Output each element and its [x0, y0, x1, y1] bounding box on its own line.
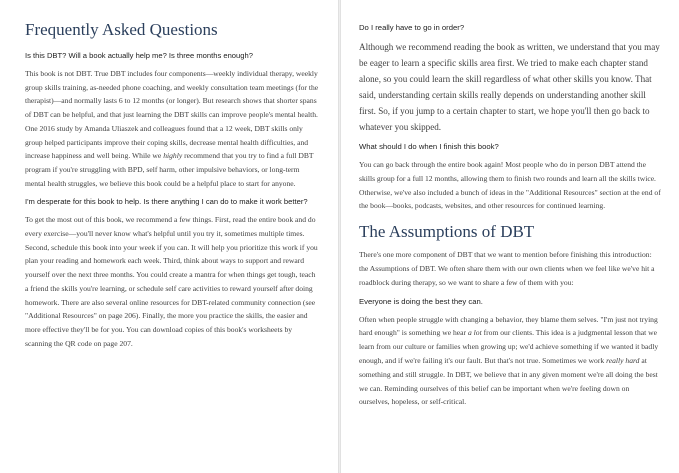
emphasis-text: a lot — [467, 328, 482, 338]
answer-make-it-work: To get the most out of this book, we recommend a few things. First, read the entire book and do every exercise—you'll never know what's helpful until you try it, sometimes multiple times. Second, schedule this book into your week if you can. It will help you prioritize this work if you plan your reading and homework each week. Third, think about ways to support and reward yourself over the next three months. You could create a mantra for when things get tough, teach a friend the skills you're learning, or schedule self care activities to reward yourself after doing homework. There are also several online resources for DBT-related community connection (see "Additional Resources" on page 206). Finally, the more you practice the skills, the easier and more effective they'll be for you. You can download copies of this book's worksheets by scanning the QR code on page 207. — [25, 215, 318, 348]
faq-heading: Frequently Asked Questions — [25, 20, 218, 39]
left-page — [0, 0, 338, 473]
question-go-in-order: Do I really have to go in order? — [359, 23, 465, 32]
assumption-text: at something and still struggle. In DBT, we believe that in any given moment we're all doing the best we can. Reminding ourselves of this belief can be important when we're feeling down on ourselves, hopeless, or self-critical. — [359, 355, 658, 407]
emphasis-text: highly — [163, 151, 183, 161]
left-column — [25, 20, 319, 354]
answer-go-in-order: Although we recommend reading the book as written, we understand that you may be eager to learn a specific skills area first. We tried to make each chapter stand alone, so you could learn the skill regardless of what other skills you know. That said, understanding certain skills really depends on understanding another skill first. So, if you jump to a certain chapter to start, we hope you'll then go back to whatever you skipped. — [359, 42, 660, 132]
emphasis-text: really hard — [606, 355, 640, 365]
assumption-text: from our clients. This idea is a judgmental lesson that we learn from our culture or families when growing up; we'd achieve something if we wanted it badly enough, and if we're failing it's our fault. But that's not true. Sometimes we work — [359, 328, 659, 365]
assumptions-intro: There's one more component of DBT that we want to mention before finishing this introduction: the Assumptions of DBT. We often share them with our own clients when we feel like we've hit a roadblock during therapy, so we want to share a few of them with you: — [359, 250, 655, 287]
question-finish-book: What should I do when I finish this book? — [359, 142, 499, 151]
assumption-body — [359, 313, 661, 410]
question-is-this-dbt: Is this DBT? Will a book actually help me? Is three months enough? — [25, 51, 253, 60]
question-make-it-work: I'm desperate for this book to help. Is there anything I can do to make it work better? — [25, 197, 308, 207]
assumption-text: Often when people struggle with changing a behavior, they blame them selves. "I'm just not trying hard enough" is something we hear — [359, 314, 658, 338]
right-column — [359, 21, 661, 414]
right-page — [341, 0, 679, 473]
answer-finish-book: You can go back through the entire book again! Most people who do in person DBT attend the skills group for a full 12 months, allowing them to finish two rounds and learn all the skills twice. Otherwise, we've also included a bunch of ideas in the "Additional Resources" section at the end of the book—books, podcasts, websites, and other resources for continued learning. — [359, 160, 661, 211]
assumptions-heading: The Assumptions of DBT — [359, 222, 535, 242]
answer-text: recommend that you try to find a full DBT program if you're struggling with BPD, self harm, other impulsive behaviors, or long-term mental health struggles, we believe this book could be a helpful place to start for anyone. — [25, 151, 314, 188]
answer-text: This book is not DBT. True DBT includes four components—weekly individual therapy, weekly group skills training, as-needed phone coaching, and weekly consultation team meetings (for the therapist)—and normally lasts 6 to 12 months (or longer). But research shows that shorter spans of DBT can be helpful, and that just learning the DBT skills can improve people's mental health. One 2016 study by Amanda Uliaszek and colleagues found that a 12 week, DBT skills only group helped participants improve their coping skills, decrease mental health difficulties, and increase happiness and well being. While we — [25, 69, 319, 161]
assumption-title: Everyone is doing the best they can. — [359, 296, 483, 306]
answer-is-this-dbt — [25, 67, 319, 190]
